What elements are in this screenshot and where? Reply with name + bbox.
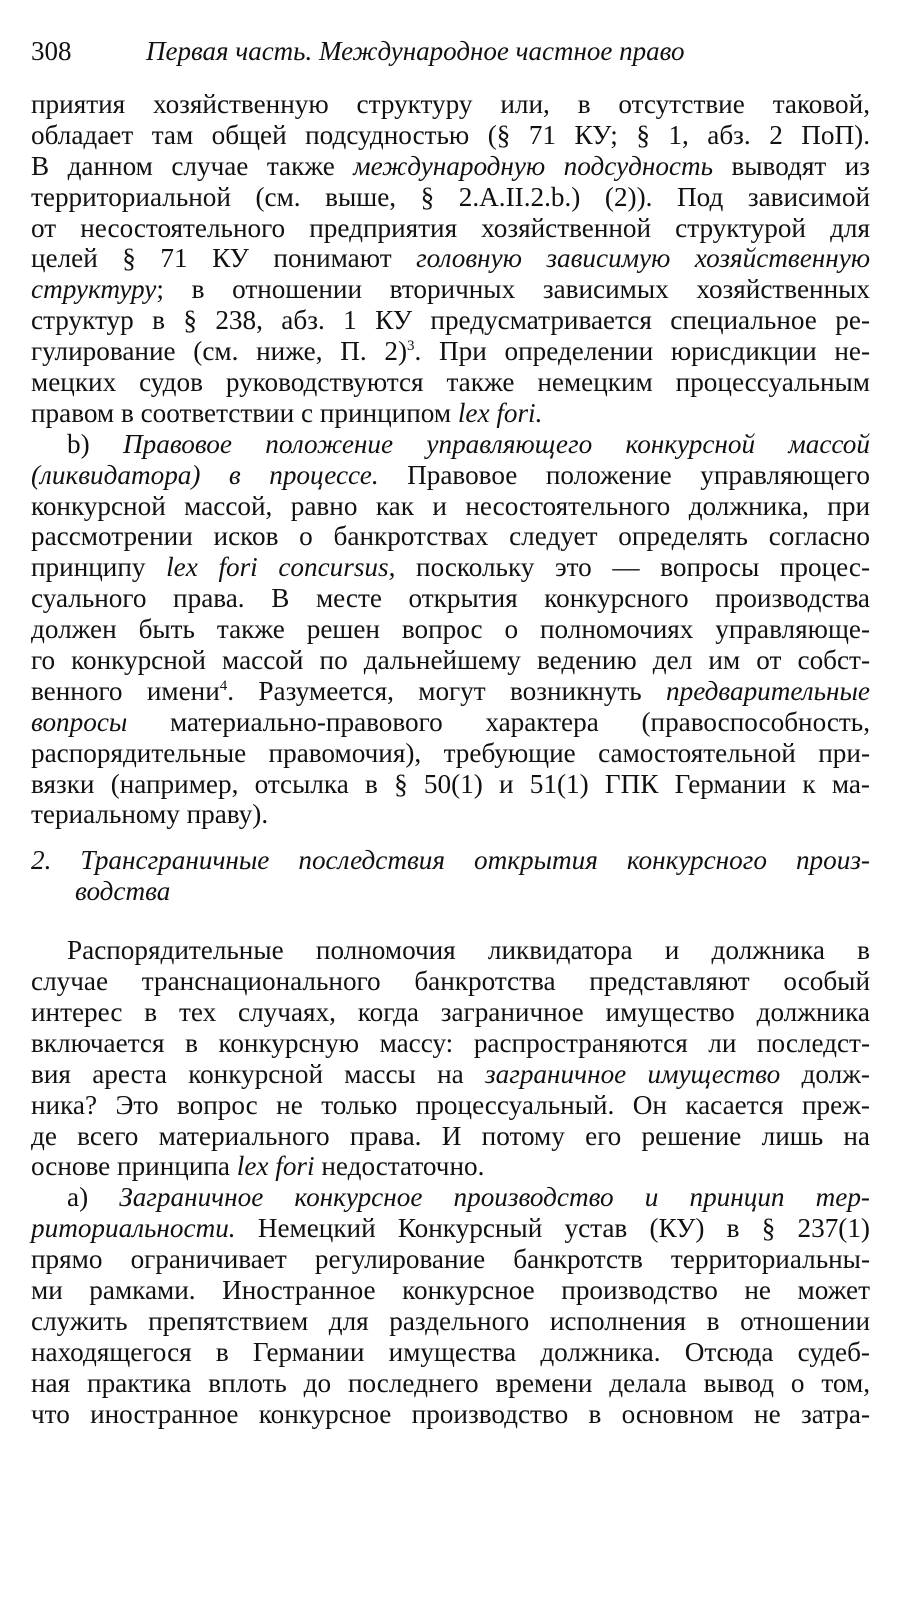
text-line: вопросы материально-правового характера (правоспособность, xyxy=(31,706,870,737)
text-line: прямо ограничивает регулирование банкротств территориальны- xyxy=(31,1244,870,1275)
text-line: правом в соответствии с принципом lex fori. xyxy=(31,397,543,428)
text-line: что иностранное конкурсное производство в основном не затра- xyxy=(31,1398,870,1429)
heading-line: 2. Трансграничные последствия открытия конкурсного произ- xyxy=(31,845,870,876)
text-line: де всего материального права. И потому его решение лишь на xyxy=(31,1120,870,1151)
text-line: Распорядительные полномочия ликвидатора и должника в xyxy=(67,935,870,966)
text-line: гулирование (см. ниже, П. 2)$^3$. При определении юрисдикции не- xyxy=(31,336,871,367)
text-line: служить препятствием для раздельного исполнения в отношении xyxy=(31,1305,870,1336)
text-line: должен быть также решен вопрос о полномочиях управляюще- xyxy=(31,614,870,645)
text-line: го конкурсной массой по дальнейшему ведению дел им от собст- xyxy=(31,645,870,676)
text-line: приятия хозяйственную структуру или, в отсутствие таковой, xyxy=(31,89,870,119)
heading-line: водства xyxy=(75,876,171,907)
page-header xyxy=(31,36,870,74)
text-line: b) Правовое положение управляющего конкурсной массой xyxy=(67,428,870,459)
footnote-ref: 3 xyxy=(407,338,415,355)
text-line: целей § 71 КУ понимают головную зависимую хозяйственную xyxy=(31,243,870,274)
text-line: структур в § 238, абз. 1 КУ предусматривается специальное ре- xyxy=(31,305,870,336)
text-line: венного имени$^4$. Разумеется, могут возникнуть предварительные xyxy=(31,675,870,706)
text-line: териальному праву). xyxy=(31,799,269,830)
text-line: находящегося в Германии имущества должника. Отсюда судеб- xyxy=(31,1336,870,1367)
text-line: ника? Это вопрос не только процессуальный. Он касается преж- xyxy=(31,1089,870,1120)
text-line: интерес в тех случаях, когда заграничное имущество должника xyxy=(31,996,870,1027)
text-line: рассмотрении исков о банкротствах следует определять согласно xyxy=(31,521,870,552)
running-title: Первая часть. Международное частное право xyxy=(146,36,685,66)
text-line: суального права. В месте открытия конкурсного производства xyxy=(31,583,870,614)
text-line: случае транснационального банкротства представляют особый xyxy=(31,966,870,997)
text-line: структуру; в отношении вторичных зависимых хозяйственных xyxy=(31,274,870,305)
text-line: (ликвидатора) в процессе. Правовое положение управляющего xyxy=(31,459,870,490)
paragraph xyxy=(31,935,870,1182)
text-line: В данном случае также международную подсудность выводят из xyxy=(31,150,870,181)
text-line: основе принципа lex fori недостаточно. xyxy=(31,1151,485,1182)
text-line: ми рамками. Иностранное конкурсное производство не может xyxy=(31,1274,870,1305)
text-line: от несостоятельного предприятия хозяйственной структурой для xyxy=(31,212,870,243)
text-line: обладает там общей подсудностью (§ 71 КУ; § 1, абз. 2 ПоП). xyxy=(31,119,870,150)
page-number: 308 xyxy=(31,36,72,66)
text-line: вязки (например, отсылка в § 50(1) и 51(1) ГПК Германии к ма- xyxy=(31,768,870,799)
paragraph xyxy=(31,429,870,831)
text-line: риториальности. Немецкий Конкурсный устав (КУ) в § 237(1) xyxy=(31,1213,870,1244)
text-line: a) Заграничное конкурсное производство и принцип тер- xyxy=(67,1182,870,1213)
text-line: распорядительные правомочия), требующие самостоятельной при- xyxy=(31,737,870,768)
body-text xyxy=(31,89,870,1429)
text-line: мецких судов руководствуются также немецким процессуальным xyxy=(31,367,870,398)
footnote-ref: 4 xyxy=(219,677,228,694)
text-line: территориальной (см. выше, § 2.A.II.2.b.) (2)). Под зависимой xyxy=(31,181,870,212)
text-line: включается в конкурсную массу: распространяются ли последст- xyxy=(31,1027,870,1058)
paragraph xyxy=(31,1182,870,1429)
text-line: принципу lex fori concursus, поскольку это — вопросы процес- xyxy=(31,552,870,583)
text-line: конкурсной массой, равно как и несостоятельного должника, при xyxy=(31,490,870,521)
text-line: вия ареста конкурсной массы на заграничное имущество долж- xyxy=(31,1058,870,1089)
section-heading xyxy=(31,845,870,907)
paragraph xyxy=(31,89,870,429)
text-line: ная практика вплоть до последнего времени делала вывод о том, xyxy=(31,1367,870,1398)
